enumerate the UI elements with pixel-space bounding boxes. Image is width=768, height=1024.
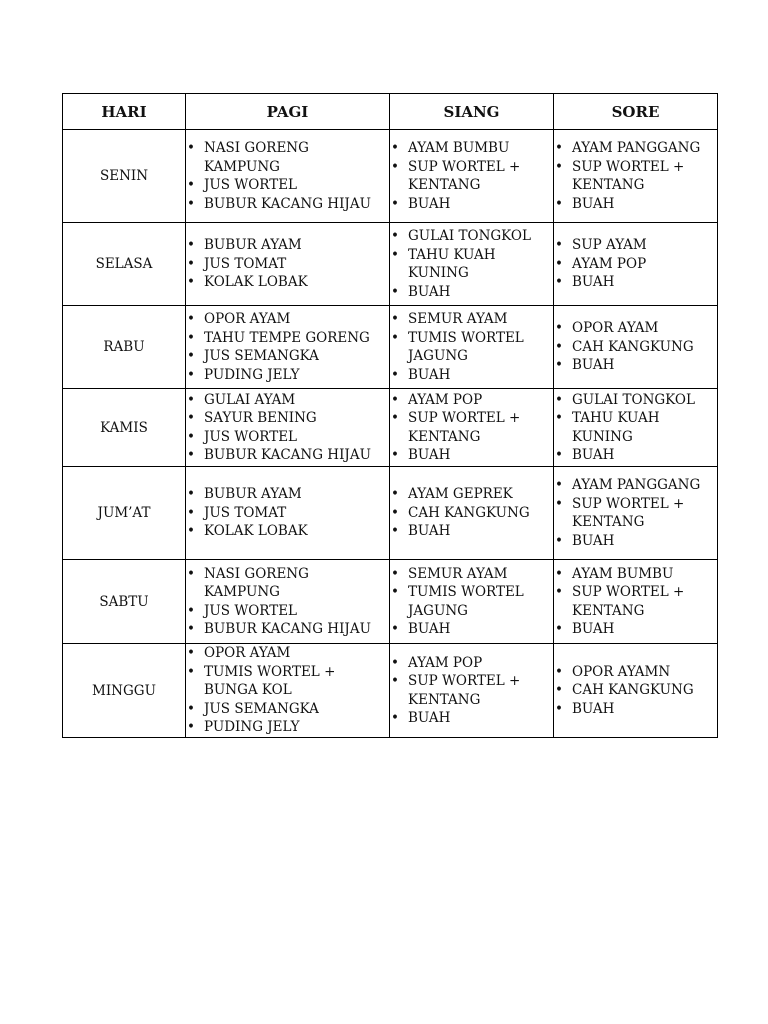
list-item: • CAH KANGKUNG xyxy=(554,338,717,357)
list-item: • AYAM PANGGANG xyxy=(554,476,717,495)
list-item: • SEMUR AYAM xyxy=(390,565,553,584)
siang-list xyxy=(390,227,553,301)
menu-body xyxy=(63,130,718,738)
table-row xyxy=(63,223,718,306)
table-row xyxy=(63,467,718,560)
list-item: • AYAM POP xyxy=(390,391,553,410)
list-item: • BUAH xyxy=(390,446,553,465)
list-item: • SUP WORTEL + KENTANG xyxy=(390,672,553,709)
list-item: • BUAH xyxy=(554,446,717,465)
pagi-cell xyxy=(186,560,390,644)
list-item: • BUBUR KACANG HIJAU xyxy=(186,620,389,639)
list-item: • SUP WORTEL + KENTANG xyxy=(554,158,717,195)
list-item: • GULAI TONGKOL xyxy=(390,227,553,246)
sore-cell xyxy=(554,644,718,738)
list-item: • JUS TOMAT xyxy=(186,504,389,523)
day-cell: JUM’AT xyxy=(63,467,186,560)
table-row xyxy=(63,389,718,467)
pagi-list xyxy=(186,236,389,292)
pagi-list xyxy=(186,310,389,384)
list-item: • JUS WORTEL xyxy=(186,176,389,195)
list-item: • AYAM GEPREK xyxy=(390,485,553,504)
pagi-cell xyxy=(186,223,390,306)
list-item: • AYAM POP xyxy=(390,654,553,673)
siang-cell xyxy=(390,560,554,644)
pagi-cell xyxy=(186,467,390,560)
sore-list xyxy=(554,391,717,465)
list-item: • SEMUR AYAM xyxy=(390,310,553,329)
table-row xyxy=(63,306,718,389)
header-row xyxy=(63,94,718,130)
header-sore: SORE xyxy=(554,94,718,130)
sore-cell xyxy=(554,389,718,467)
list-item: • PUDING JELY xyxy=(186,718,389,737)
siang-list xyxy=(390,565,553,639)
sore-cell xyxy=(554,560,718,644)
list-item: • BUAH xyxy=(390,522,553,541)
list-item: • BUBUR KACANG HIJAU xyxy=(186,195,389,214)
pagi-cell xyxy=(186,306,390,389)
list-item: • OPOR AYAMN xyxy=(554,663,717,682)
list-item: • AYAM PANGGANG xyxy=(554,139,717,158)
day-cell: KAMIS xyxy=(63,389,186,467)
list-item: • BUBUR KACANG HIJAU xyxy=(186,446,389,465)
list-item: • BUAH xyxy=(554,356,717,375)
day-cell: RABU xyxy=(63,306,186,389)
siang-list xyxy=(390,139,553,213)
list-item: • NASI GORENG KAMPUNG xyxy=(186,565,389,602)
siang-list xyxy=(390,310,553,384)
day-cell: SELASA xyxy=(63,223,186,306)
table-row xyxy=(63,130,718,223)
pagi-list xyxy=(186,644,389,737)
list-item: • CAH KANGKUNG xyxy=(390,504,553,523)
header-hari: HARI xyxy=(63,94,186,130)
list-item: • BUAH xyxy=(554,195,717,214)
list-item: • JUS TOMAT xyxy=(186,255,389,274)
list-item: • BUAH xyxy=(390,366,553,385)
siang-cell xyxy=(390,306,554,389)
list-item: • BUAH xyxy=(390,283,553,302)
list-item: • TUMIS WORTEL JAGUNG xyxy=(390,583,553,620)
list-item: • TUMIS WORTEL JAGUNG xyxy=(390,329,553,366)
list-item: • TUMIS WORTEL + BUNGA KOL xyxy=(186,663,389,700)
menu-table xyxy=(62,93,718,738)
table-row xyxy=(63,644,718,738)
pagi-cell xyxy=(186,389,390,467)
list-item: • BUAH xyxy=(390,709,553,728)
list-item: • SUP WORTEL + KENTANG xyxy=(554,583,717,620)
list-item: • AYAM POP xyxy=(554,255,717,274)
list-item: • KOLAK LOBAK xyxy=(186,273,389,292)
sore-list xyxy=(554,319,717,375)
siang-cell xyxy=(390,130,554,223)
list-item: • OPOR AYAM xyxy=(554,319,717,338)
sore-list xyxy=(554,476,717,550)
sore-list xyxy=(554,663,717,719)
sore-cell xyxy=(554,306,718,389)
header-siang: SIANG xyxy=(390,94,554,130)
sore-cell xyxy=(554,130,718,223)
day-cell: MINGGU xyxy=(63,644,186,738)
sore-list xyxy=(554,139,717,213)
pagi-cell xyxy=(186,130,390,223)
table-row xyxy=(63,560,718,644)
siang-cell xyxy=(390,223,554,306)
siang-list xyxy=(390,391,553,465)
siang-list xyxy=(390,654,553,728)
siang-cell xyxy=(390,467,554,560)
list-item: • KOLAK LOBAK xyxy=(186,522,389,541)
list-item: • SAYUR BENING xyxy=(186,409,389,428)
list-item: • JUS WORTEL xyxy=(186,602,389,621)
list-item: • BUBUR AYAM xyxy=(186,236,389,255)
list-item: • JUS WORTEL xyxy=(186,428,389,447)
list-item: • JUS SEMANGKA xyxy=(186,700,389,719)
list-item: • BUAH xyxy=(390,195,553,214)
pagi-cell xyxy=(186,644,390,738)
list-item: • TAHU KUAH KUNING xyxy=(390,246,553,283)
siang-cell xyxy=(390,644,554,738)
list-item: • OPOR AYAM xyxy=(186,310,389,329)
pagi-list xyxy=(186,565,389,639)
sore-list xyxy=(554,565,717,639)
list-item: • SUP WORTEL + KENTANG xyxy=(390,158,553,195)
list-item: • PUDING JELY xyxy=(186,366,389,385)
list-item: • OPOR AYAM xyxy=(186,644,389,663)
list-item: • BUAH xyxy=(554,620,717,639)
sore-cell xyxy=(554,223,718,306)
day-cell: SENIN xyxy=(63,130,186,223)
list-item: • BUAH xyxy=(554,700,717,719)
list-item: • SUP WORTEL + KENTANG xyxy=(554,495,717,532)
list-item: • AYAM BUMBU xyxy=(554,565,717,584)
day-cell: SABTU xyxy=(63,560,186,644)
pagi-list xyxy=(186,485,389,541)
header-pagi: PAGI xyxy=(186,94,390,130)
list-item: • BUAH xyxy=(554,273,717,292)
list-item: • SUP AYAM xyxy=(554,236,717,255)
list-item: • BUAH xyxy=(390,620,553,639)
list-item: • GULAI TONGKOL xyxy=(554,391,717,410)
list-item: • GULAI AYAM xyxy=(186,391,389,410)
list-item: • BUAH xyxy=(554,532,717,551)
list-item: • CAH KANGKUNG xyxy=(554,681,717,700)
sore-cell xyxy=(554,467,718,560)
list-item: • BUBUR AYAM xyxy=(186,485,389,504)
siang-cell xyxy=(390,389,554,467)
pagi-list xyxy=(186,391,389,465)
list-item: • NASI GORENG KAMPUNG xyxy=(186,139,389,176)
list-item: • JUS SEMANGKA xyxy=(186,347,389,366)
list-item: • AYAM BUMBU xyxy=(390,139,553,158)
siang-list xyxy=(390,485,553,541)
list-item: • TAHU KUAH KUNING xyxy=(554,409,717,446)
sore-list xyxy=(554,236,717,292)
list-item: • TAHU TEMPE GORENG xyxy=(186,329,389,348)
pagi-list xyxy=(186,139,389,213)
list-item: • SUP WORTEL + KENTANG xyxy=(390,409,553,446)
